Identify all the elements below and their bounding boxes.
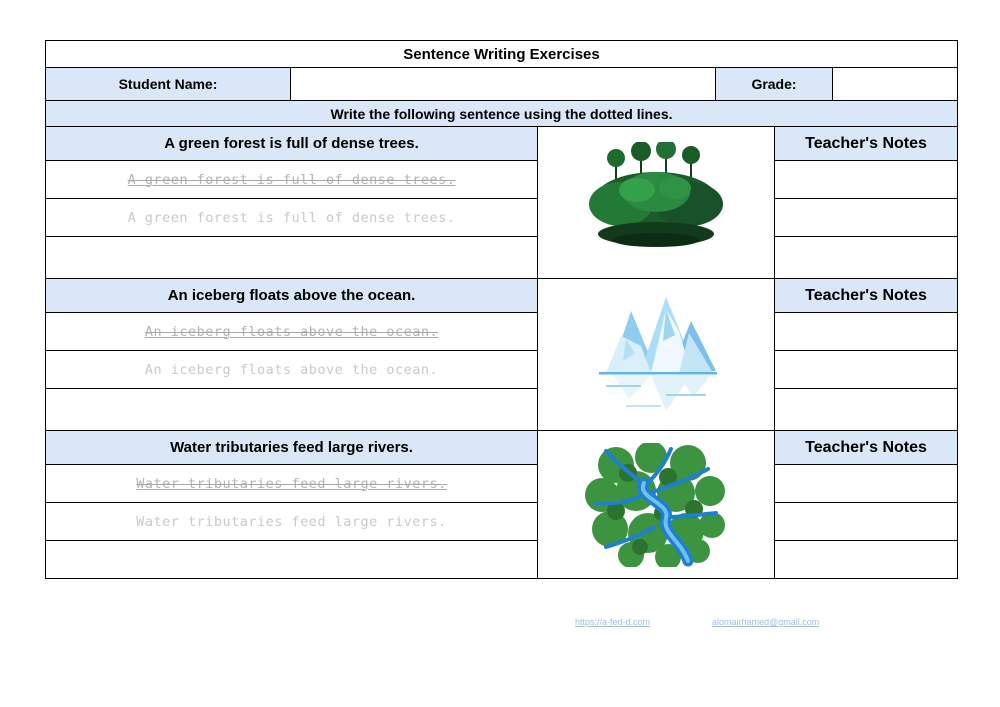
writing-blank-row[interactable]	[46, 237, 537, 278]
iceberg-image	[571, 291, 741, 419]
student-info-row	[46, 68, 957, 101]
trace-line-1[interactable]: Water tributaries feed large rivers.	[46, 465, 537, 503]
image-cell	[538, 431, 775, 578]
exercise-block-forest	[46, 127, 957, 279]
notes-column	[775, 127, 957, 278]
teachers-notes-header: Teacher's Notes	[775, 127, 957, 161]
notes-cell[interactable]	[775, 161, 957, 199]
notes-cell[interactable]	[775, 503, 957, 541]
instruction-text: Write the following sentence using the dotted lines.	[46, 101, 957, 127]
trace-line-2[interactable]: Water tributaries feed large rivers.	[46, 503, 537, 541]
notes-cell[interactable]	[775, 389, 957, 430]
grade-label: Grade:	[716, 68, 833, 100]
exercise-block-river	[46, 431, 957, 578]
student-name-label: Student Name:	[46, 68, 291, 100]
notes-cell[interactable]	[775, 465, 957, 503]
website-link[interactable]: https://a-fed-d.com	[575, 617, 651, 627]
grade-field[interactable]	[833, 68, 957, 100]
image-cell	[538, 279, 775, 430]
sentence-header: Water tributaries feed large rivers.	[46, 431, 537, 465]
river-image	[576, 443, 736, 567]
trace-line-1[interactable]: An iceberg floats above the ocean.	[46, 313, 537, 351]
worksheet-title: Sentence Writing Exercises	[46, 41, 957, 68]
trace-line-2[interactable]: An iceberg floats above the ocean.	[46, 351, 537, 389]
notes-cell[interactable]	[775, 541, 957, 578]
writing-column	[46, 279, 538, 430]
writing-blank-row[interactable]	[46, 541, 537, 578]
image-cell	[538, 127, 775, 278]
notes-cell[interactable]	[775, 313, 957, 351]
worksheet-table	[45, 40, 958, 579]
trace-line-2[interactable]: A green forest is full of dense trees.	[46, 199, 537, 237]
writing-blank-row[interactable]	[46, 389, 537, 430]
forest-image	[571, 142, 741, 264]
teachers-notes-header: Teacher's Notes	[775, 431, 957, 465]
writing-column	[46, 127, 538, 278]
sentence-header: A green forest is full of dense trees.	[46, 127, 537, 161]
notes-cell[interactable]	[775, 351, 957, 389]
student-name-field[interactable]	[291, 68, 716, 100]
exercise-block-iceberg	[46, 279, 957, 431]
trace-line-1[interactable]: A green forest is full of dense trees.	[46, 161, 537, 199]
email-link[interactable]: alomairhamed@gmail.com	[712, 617, 820, 627]
writing-column	[46, 431, 538, 578]
teachers-notes-header: Teacher's Notes	[775, 279, 957, 313]
notes-cell[interactable]	[775, 237, 957, 278]
notes-column	[775, 279, 957, 430]
sentence-header: An iceberg floats above the ocean.	[46, 279, 537, 313]
notes-cell[interactable]	[775, 199, 957, 237]
footer	[575, 617, 819, 627]
notes-column	[775, 431, 957, 578]
